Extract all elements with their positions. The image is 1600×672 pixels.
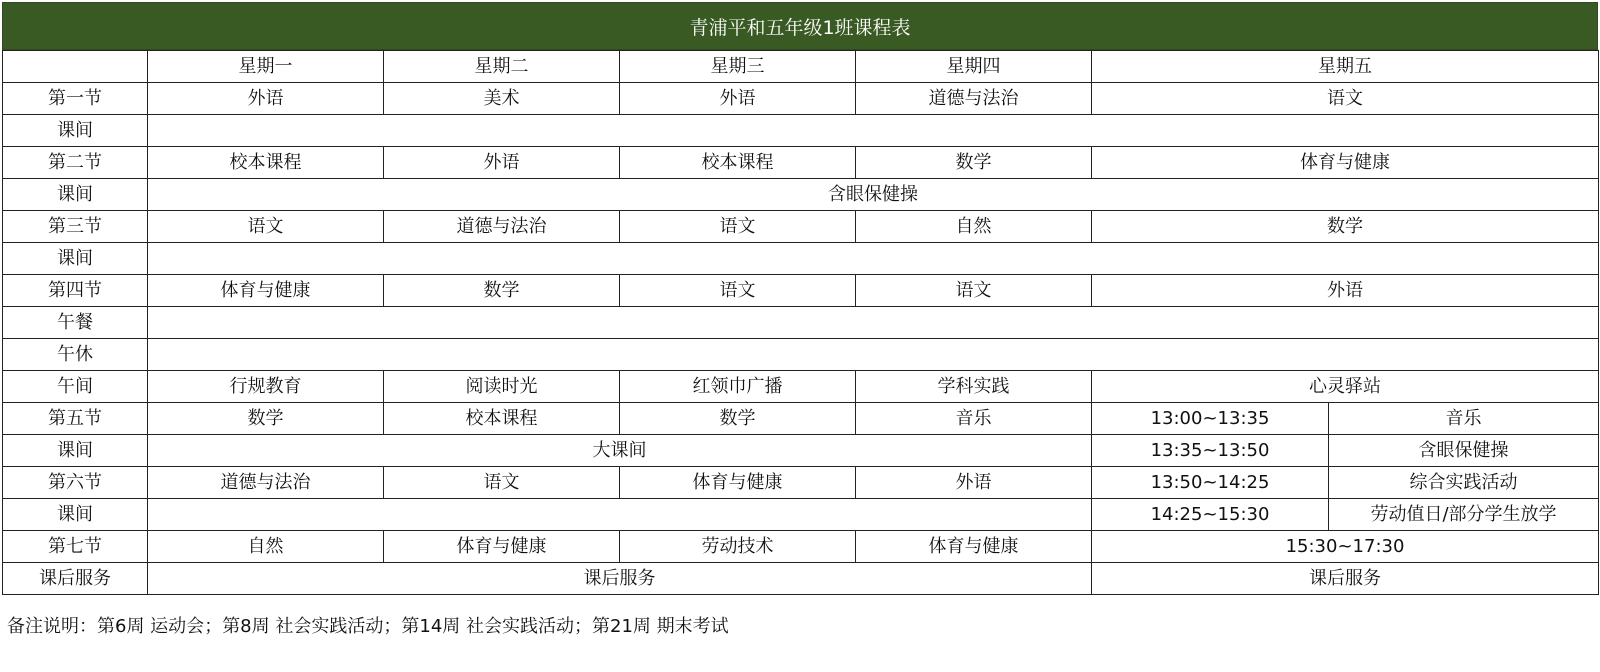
day-header-wed: 星期三 (620, 51, 856, 83)
period-label: 课间 (3, 435, 148, 467)
cell-thu: 数学 (856, 147, 1092, 179)
table-row (3, 339, 1599, 371)
cell-mon: 校本课程 (148, 147, 384, 179)
table-row (3, 179, 1599, 211)
table-row (3, 147, 1599, 179)
period-label: 第三节 (3, 211, 148, 243)
note-separator: ； (204, 616, 223, 637)
note-item: 第14周 社会实践活动 (401, 616, 575, 637)
schedule-title: 青浦平和五年级1班课程表 (2, 2, 1598, 50)
merged-cell (148, 307, 1599, 339)
merged-cell: 课后服务 (148, 563, 1092, 595)
cell-thu: 道德与法治 (856, 83, 1092, 115)
cell-wed: 语文 (620, 211, 856, 243)
cell-tue: 校本课程 (384, 403, 620, 435)
period-label: 午餐 (3, 307, 148, 339)
cell-tue: 语文 (384, 467, 620, 499)
cell-mon: 语文 (148, 211, 384, 243)
corner-cell (3, 51, 148, 83)
cell-mon: 外语 (148, 83, 384, 115)
period-label: 课间 (3, 179, 148, 211)
cell-mon: 行规教育 (148, 371, 384, 403)
cell-fri-subject: 含眼保健操 (1329, 435, 1599, 467)
period-label: 课间 (3, 499, 148, 531)
period-label: 午休 (3, 339, 148, 371)
cell-thu: 语文 (856, 275, 1092, 307)
cell-fri-subject: 音乐 (1329, 403, 1599, 435)
day-header-mon: 星期一 (148, 51, 384, 83)
merged-cell (148, 243, 1599, 275)
day-header-tue: 星期二 (384, 51, 620, 83)
table-row (3, 83, 1599, 115)
cell-mon: 道德与法治 (148, 467, 384, 499)
cell-tue: 体育与健康 (384, 531, 620, 563)
table-row (3, 531, 1599, 563)
cell-fri: 数学 (1092, 211, 1599, 243)
merged-cell: 含眼保健操 (148, 179, 1599, 211)
cell-wed: 外语 (620, 83, 856, 115)
cell-fri-time: 13:35~13:50 (1092, 435, 1329, 467)
schedule-table (2, 50, 1599, 595)
cell-fri-time: 13:50~14:25 (1092, 467, 1329, 499)
merged-cell: 大课间 (148, 435, 1092, 467)
schedule-sheet (2, 2, 1598, 595)
cell-wed: 体育与健康 (620, 467, 856, 499)
period-label: 课间 (3, 115, 148, 147)
cell-wed: 数学 (620, 403, 856, 435)
table-row (3, 435, 1599, 467)
table-row (3, 371, 1599, 403)
cell-fri-time: 14:25~15:30 (1092, 499, 1329, 531)
merged-cell (148, 339, 1599, 371)
cell-fri: 外语 (1092, 275, 1599, 307)
header-row (3, 51, 1599, 83)
table-row (3, 275, 1599, 307)
day-header-fri: 星期五 (1092, 51, 1599, 83)
notes-prefix: 备注说明： (7, 616, 97, 637)
note-item: 第21周 期末考试 (592, 616, 729, 637)
cell-wed: 语文 (620, 275, 856, 307)
cell-fri: 语文 (1092, 83, 1599, 115)
cell-fri-subject: 劳动值日/部分学生放学 (1329, 499, 1599, 531)
cell-fri: 课后服务 (1092, 563, 1599, 595)
table-row (3, 403, 1599, 435)
cell-tue: 美术 (384, 83, 620, 115)
cell-mon: 自然 (148, 531, 384, 563)
table-row (3, 499, 1599, 531)
table-row (3, 307, 1599, 339)
cell-tue: 阅读时光 (384, 371, 620, 403)
note-separator: ； (383, 616, 402, 637)
period-label: 第四节 (3, 275, 148, 307)
period-label: 第一节 (3, 83, 148, 115)
cell-fri: 15:30~17:30 (1092, 531, 1599, 563)
cell-mon: 体育与健康 (148, 275, 384, 307)
cell-thu: 自然 (856, 211, 1092, 243)
merged-cell (148, 115, 1599, 147)
cell-thu: 学科实践 (856, 371, 1092, 403)
period-label: 第五节 (3, 403, 148, 435)
table-row (3, 243, 1599, 275)
note-item: 第6周 运动会 (97, 616, 205, 637)
note-separator: ； (574, 616, 593, 637)
table-row (3, 211, 1599, 243)
period-label: 课后服务 (3, 563, 148, 595)
cell-tue: 外语 (384, 147, 620, 179)
merged-cell (148, 499, 1092, 531)
period-label: 第七节 (3, 531, 148, 563)
cell-wed: 校本课程 (620, 147, 856, 179)
cell-fri: 体育与健康 (1092, 147, 1599, 179)
period-label: 课间 (3, 243, 148, 275)
cell-mon: 数学 (148, 403, 384, 435)
period-label: 第二节 (3, 147, 148, 179)
period-label: 第六节 (3, 467, 148, 499)
note-item: 第8周 社会实践活动 (222, 616, 384, 637)
cell-wed: 劳动技术 (620, 531, 856, 563)
cell-fri: 心灵驿站 (1092, 371, 1599, 403)
cell-fri-time: 13:00~13:35 (1092, 403, 1329, 435)
notes-line (7, 612, 729, 638)
cell-thu: 体育与健康 (856, 531, 1092, 563)
table-row (3, 563, 1599, 595)
cell-thu: 外语 (856, 467, 1092, 499)
cell-tue: 道德与法治 (384, 211, 620, 243)
cell-thu: 音乐 (856, 403, 1092, 435)
table-row (3, 467, 1599, 499)
cell-tue: 数学 (384, 275, 620, 307)
cell-wed: 红领巾广播 (620, 371, 856, 403)
period-label: 午间 (3, 371, 148, 403)
table-row (3, 115, 1599, 147)
day-header-thu: 星期四 (856, 51, 1092, 83)
cell-fri-subject: 综合实践活动 (1329, 467, 1599, 499)
